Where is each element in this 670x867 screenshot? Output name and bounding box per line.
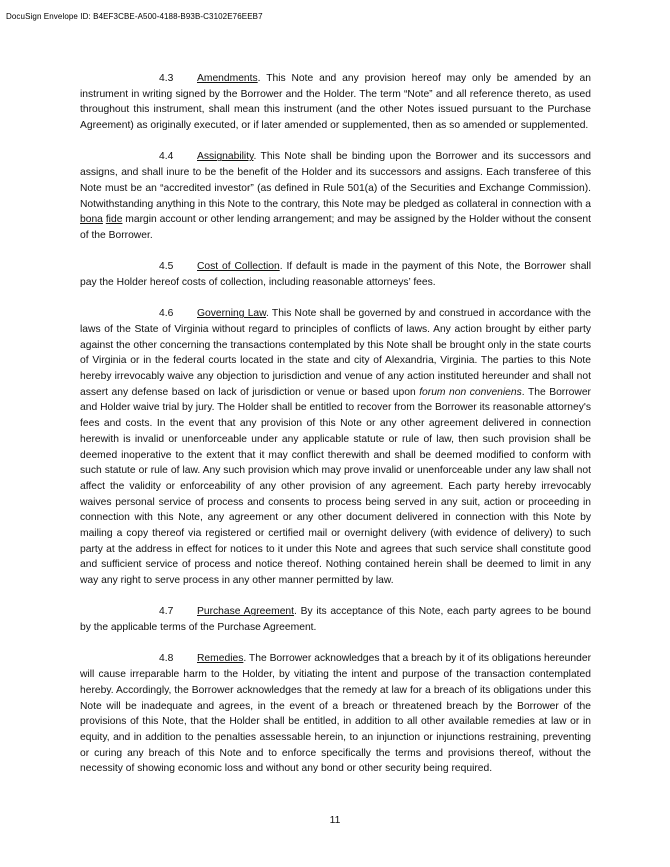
section-text: . If default is made in the payment of this Note, the Borrower shall pay the Holder hereof costs of collection, including reasonable attorneys’ fees. — [80, 261, 592, 288]
section-4-5 — [80, 259, 591, 290]
section-text: . The Borrower acknowledges that a breach by it of its obligations hereunder will cause irreparable harm to the Holder, by vitiating the intent and purpose of the transaction contemplated hereby. Accordingly, the Borrower acknowledges that the remedy at law for a breach of its obligations under this Note will be inadequate and agrees, in the event of a breach or threatened breach by the Borrower of the provisions of this Note, that the Holder shall be entitled, in addition to all other available remedies at law or in equity, and in addition to the penalties assessable herein, to an injunction or injunctions restraining, preventing or curing any breach of this Note and to enforce specifically the terms and provisions thereof, without the necessity of showing economic loss and without any bond or other security being required. — [80, 653, 591, 775]
bona-text: bona — [80, 214, 103, 226]
section-4-8 — [80, 651, 591, 777]
section-4-7 — [80, 604, 591, 635]
section-number: 4.3 — [159, 73, 174, 84]
section-number: 4.7 — [159, 606, 174, 618]
section-text: . By its acceptance of this Note, each party agrees to be bound by the applicable terms of the Purchase Agreement. — [80, 606, 591, 634]
section-text: . This Note and any provision hereof may only be amended by an instrument in writing signed by the Borrower and the Holder. The term “Note” and all reference thereto, as used throughout this instrument, shall mean this instrument (and the other Notes issued pursuant to the Purchase Agreement) as originally executed, or if later amended or supplemented, then as so amended or supplemented. — [80, 73, 591, 132]
section-title: Amendments — [197, 73, 258, 84]
section-text: . This Note shall be binding upon the Borrower and its successors and assigns, and shall inure to be the benefit of the Holder and its successors and assigns. Each transferee of this Note must be an “accredited investor” (as defined in Rule 501(a) of the Securities and Exchange Commission). Notwithstanding anything in this Note to the contrary, this Note may be pledged as collateral in connection with a — [80, 151, 591, 210]
section-number: 4.6 — [159, 308, 174, 320]
italic-term: forum non conveniens — [419, 386, 522, 398]
section-4-4 — [80, 149, 591, 243]
section-title: Purchase Agreement — [197, 606, 295, 618]
section-text-continued: . The Borrower and Holder waive trial by jury. The Holder shall be entitled to recover from the Borrower its reasonable attorney's fees and costs. In the event that any provision of this Note or any other agreement delivered in connection herewith is invalid or unenforceable under any applicable statute or rule of law, then such provision shall be deemed inoperative to the extent that it may conflict therewith and shall be deemed modified to conform with such statute or rule of law. Any such provision which may prove invalid or unenforceable under any law shall not affect the validity or enforceability of any other provision of any agreement. Each party hereby irrevocably waives personal service of process and consents to process being served in any suit, action or proceeding in connection with this Note, any agreement or any other document delivered in connection with this Note by mailing a copy thereof via registered or certified mail or overnight delivery (with evidence of delivery) to such party at the address in effect for notices to it under this Note and agrees that such service shall constitute good and sufficient service of process and notice thereof. Nothing contained herein shall be deemed to limit in any way any right to serve process in any other manner permitted by law. — [80, 386, 591, 587]
section-title: Governing Law — [197, 308, 267, 320]
section-text-continued: margin account or other lending arrangement; and may be assigned by the Holder without the consent of the Borrower. — [80, 214, 591, 241]
envelope-id: DocuSign Envelope ID: B4EF3CBE-A500-4188-B93B-C3102E76EEB7 — [6, 12, 263, 21]
section-number: 4.5 — [159, 261, 174, 273]
section-number: 4.4 — [159, 151, 174, 163]
section-number: 4.8 — [159, 653, 174, 665]
section-4-3 — [80, 71, 591, 134]
section-4-6 — [80, 306, 591, 589]
fide-text: fide — [105, 214, 123, 226]
section-text: . This Note shall be governed by and construed in accordance with the laws of the State of Virginia without regard to principles of conflicts of laws. Any action brought by either party against the other concerning the transactions contemplated by this Note shall be brought only in the state courts of Virginia or in the federal courts located in the state and city of Alexandria, Virginia. The parties to this Note hereby irrevocably waive any objection to jurisdiction and venue of any action instituted hereunder and shall not assert any defense based on lack of jurisdiction or venue or based upon — [80, 308, 591, 398]
section-title: Cost of Collection — [197, 261, 280, 273]
page-number: 11 — [329, 815, 341, 826]
section-title: Assignability — [197, 151, 254, 163]
document-body — [80, 71, 591, 793]
section-title: Remedies — [197, 653, 244, 665]
